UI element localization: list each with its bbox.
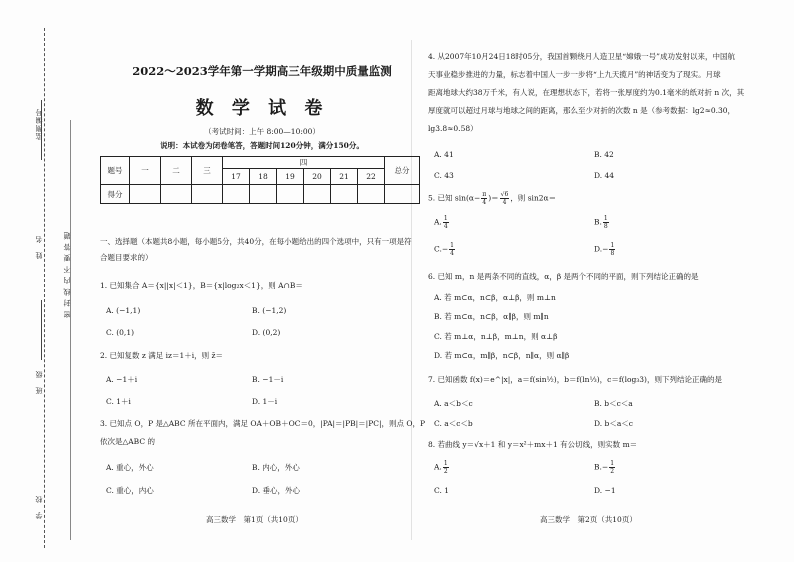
option: A. −1＋i [106, 375, 138, 384]
option: A. 重心，外心 [106, 463, 154, 472]
class-label: 班 级 [35, 370, 43, 394]
fraction-denominator: 2 [610, 468, 615, 475]
score-table [100, 156, 420, 204]
option [434, 486, 449, 495]
fraction-numerator: π [482, 191, 487, 198]
exam-note: 说明：本试卷为闭卷笔答，答题时间120分钟，满分150分。 [160, 141, 364, 150]
option [434, 460, 450, 475]
option [594, 460, 616, 475]
score-cell [277, 185, 304, 204]
fraction-denominator: 8 [610, 250, 615, 257]
cell-section: 三 [192, 157, 223, 185]
fraction [609, 242, 615, 257]
option [434, 242, 456, 257]
question-3: 3. 已知点 O，P 是△ABC 所在平面内，满足 OA＋OB＋OC＝0，|PA|＝|PB|＝|PC|，则点 O，P [100, 419, 426, 428]
name-blank [41, 300, 48, 360]
fraction-numerator: 1 [450, 242, 454, 249]
exam-no-label: 监测编号 [35, 108, 43, 140]
option: B. (−1,2) [252, 306, 287, 315]
option: D. 若 m⊂α，m∥β，n⊂β，n∥α，则 α∥β [434, 351, 570, 360]
section-instruction: 合题目要求的） [100, 253, 153, 262]
fraction-numerator: √6 [500, 191, 509, 198]
question-5 [428, 191, 556, 206]
question-4: 4. 从2007年10月24日18时05分，我国首颗绕月人造卫星“嫦娥一号”成功发射以来，中国航 [428, 52, 735, 61]
seal-warning: 密 封 线 内 不 要 答 题 [63, 231, 71, 319]
fraction-numerator: 1 [443, 460, 448, 467]
fraction-denominator: 4 [443, 223, 448, 230]
option-letter: D. [594, 486, 603, 495]
section-instruction: 一、选择题（本题共8小题，每小题5分，共40分，在每小题给出的四个选项中，只有一项是符 [100, 237, 412, 246]
option-sign: − [601, 462, 609, 472]
option: C. 1＋i [106, 397, 131, 406]
option: B. b＜c＜a [594, 399, 633, 408]
score-cell [223, 185, 250, 204]
question-4-cont: 天事业稳步推进的力量，标志着中国人一步一步将“上九天揽月”的神话变为了现实。月球 [428, 70, 721, 79]
cell-subnum: 17 [223, 169, 250, 185]
score-cell [331, 185, 358, 204]
cell-subnum: 18 [250, 169, 277, 185]
option [594, 486, 616, 495]
option: C. 43 [434, 171, 454, 180]
page-footer-left: 高三数学 第1页（共10页） [206, 515, 303, 524]
option-letter: D. [594, 244, 603, 254]
option: A. a＜b＜c [434, 399, 473, 408]
option: B. 若 m⊂α，n⊂β，α∥β，则 m∥n [434, 312, 549, 321]
score-cell [304, 185, 331, 204]
option: B. 内心，外心 [252, 463, 300, 472]
question-2: 2. 已知复数 z 满足 iz＝1＋i，则 z̄＝ [100, 351, 223, 360]
option-text: −1 [604, 486, 616, 495]
option-letter: A. [434, 462, 442, 472]
cell-subnum: 20 [304, 169, 331, 185]
option: C. a＜c＜b [434, 419, 473, 428]
exam-header: 2022～2023学年第一学期高三年级期中质量监测 [132, 64, 392, 78]
fraction-numerator: 1 [610, 242, 615, 249]
cell-subnum: 19 [277, 169, 304, 185]
option: A. 41 [434, 150, 454, 159]
option [594, 242, 616, 257]
question-4-cont: 距离地球大约38万千米，有人说，在理想状态下，若将一张厚度约为0.1毫米的纸对折 n 次，其 [428, 88, 745, 97]
score-cell [250, 185, 277, 204]
score-cell [161, 185, 192, 204]
fraction [443, 460, 449, 475]
exam-no-blank [41, 100, 48, 160]
fraction [500, 191, 510, 206]
fraction-denominator: 8 [603, 223, 608, 230]
score-cell [358, 185, 385, 204]
option [594, 215, 610, 230]
score-cell [192, 185, 223, 204]
fraction [609, 460, 615, 475]
fraction-denominator: 4 [482, 199, 487, 206]
cell-score-label: 得分 [101, 185, 130, 204]
fraction [481, 191, 487, 206]
option-letter: A. [434, 217, 442, 227]
option-letter: C. [434, 244, 442, 254]
option: C. 重心，内心 [106, 486, 154, 495]
question-1: 1. 已知集合 A＝{x||x|＜1}，B＝{x|log₂x＜1}，则 A∩B＝ [100, 281, 303, 290]
binding-margin [0, 0, 86, 562]
option: A. (−1,1) [106, 306, 141, 315]
option: D. 垂心，外心 [252, 486, 301, 495]
q5-text: ，则 sin2α＝ [510, 193, 557, 203]
option-sign: − [602, 244, 609, 254]
cell-subnum: 21 [331, 169, 358, 185]
q5-text: )＝ [488, 193, 499, 203]
option: B. 42 [594, 150, 614, 159]
option: D. 44 [594, 171, 615, 180]
option-sign: − [441, 244, 449, 254]
score-cell [130, 185, 161, 204]
fraction-denominator: 4 [502, 199, 507, 206]
option: D. (0,2) [252, 328, 281, 337]
name-label: 姓 名 [35, 235, 43, 259]
cell-section: 四 [223, 157, 385, 169]
question-3-cont: 依次是△ABC 的 [100, 437, 155, 446]
school-label: 学 校 [35, 495, 43, 519]
option [434, 215, 450, 230]
cell-total: 总分 [385, 157, 420, 185]
option: C. (0,1) [106, 328, 135, 337]
cell-section: 二 [161, 157, 192, 185]
cell-subnum: 22 [358, 169, 385, 185]
option: A. 若 m⊂α，n⊂β，α⊥β，则 m⊥n [434, 293, 556, 302]
option-letter: B. [594, 462, 602, 472]
cell-label: 题号 [101, 157, 130, 185]
option-letter: B. [594, 217, 602, 227]
question-4-cont: 厚度就可以超过月球与地球之间的距离，那么至少对折的次数 n 是（参考数据：lg2≈0.30， [428, 106, 736, 115]
question-6: 6. 已知 m，n 是两条不同的直线，α，β 是两个不同的平面，则下列结论正确的是 [428, 272, 699, 281]
fraction-numerator: 1 [603, 215, 608, 222]
option: D. b＜a＜c [594, 419, 633, 428]
cell-section: 一 [130, 157, 161, 185]
fraction-denominator: 4 [450, 250, 454, 257]
option: B. −1－i [252, 375, 284, 384]
fraction [443, 215, 449, 230]
option-letter: C. [434, 486, 442, 495]
question-7: 7. 已知函数 f(x)＝e^|x|，a＝f(sin½)，b＝f(ln⅓)，c＝f(log₃3)，则下列结论正确的是 [428, 375, 722, 384]
page-divider [411, 40, 412, 540]
fraction-numerator: 1 [610, 460, 615, 467]
fraction-denominator: 2 [443, 468, 448, 475]
fraction-numerator: 1 [443, 215, 448, 222]
fraction [449, 242, 455, 257]
question-4-cont: lg3.8≈0.58） [428, 124, 478, 133]
option: C. 若 m⊥α，n⊥β，m⊥n，则 α⊥β [434, 332, 558, 341]
question-8: 8. 若曲线 y＝√x＋1 和 y＝x²＋mx＋1 有公切线，则实数 m＝ [428, 440, 638, 449]
exam-time: （考试时间：上午 8:00—10:00） [204, 127, 320, 136]
q5-text: 5. 已知 sin(α− [428, 193, 481, 203]
page-footer-right: 高三数学 第2页（共10页） [540, 515, 637, 524]
fraction [603, 215, 609, 230]
page-title: 数 学 试 卷 [195, 98, 329, 119]
option-text: 1 [444, 486, 450, 495]
score-cell [385, 185, 420, 204]
option: D. 1－i [252, 397, 278, 406]
